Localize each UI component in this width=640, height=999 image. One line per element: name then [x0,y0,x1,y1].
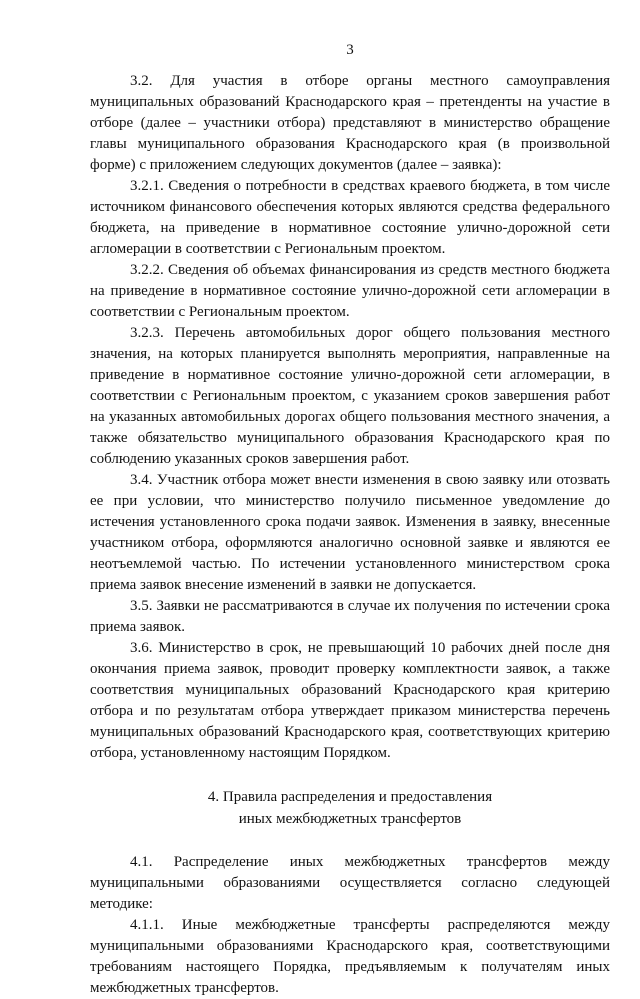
paragraph-3-2-3: 3.2.3. Перечень автомобильных дорог общего пользования местного значения, на которых планируется выполнять мероприятия, направленные на приведение в нормативное состояние улично-дорожной сети агломерации, в соответствии с Региональным проектом, с указанием сроков завершения работ на указанных автомобильных дорогах общего пользования местного значения, а также обязательство муниципального образования Краснодарского края по соблюдению указанных сроков завершения работ. [90,325,610,467]
paragraph-4-1-1: 4.1.1. Иные межбюджетные трансферты распределяются между муниципальными образованиями Краснодарского края, соответствующими требованиям настоящего Порядка, предъявляемым к получателям иных межбюджетных трансфертов. [90,917,610,996]
paragraph-4-1: 4.1. Распределение иных межбюджетных трансфертов между муниципальными образованиями осуществляется согласно следующей методике: [90,854,610,912]
paragraph-3-5: 3.5. Заявки не рассматриваются в случае их получения по истечении срока приема заявок. [90,598,610,635]
document-page [90,40,610,999]
paragraph-3-4: 3.4. Участник отбора может внести изменения в свою заявку или отозвать ее при условии, что министерство получило письменное уведомление до истечения установленного срока подачи заявок. Изменения в заявку, внесенные участником отбора, оформляются аналогично основной заявке и являются ее неотъемлемой частью. По истечении установленного министерством срока приема заявок внесение изменений в заявки не допускается. [90,472,610,593]
section-title-line-1: 4. Правила распределения и предоставления [207,789,493,805]
page-number: 3 [346,42,354,58]
paragraph-3-6: 3.6. Министерство в срок, не превышающий 10 рабочих дней после дня окончания приема заявок, проводит проверку комплектности заявок, а также соответствия муниципальных образований Краснодарского края критерию отбора и по результатам отбора утверждает приказом министерства перечень муниципальных образований Краснодарского края, соответствующих критерию отбора, установленному настоящим Порядком. [90,640,610,761]
section-title-line-2: иных межбюджетных трансфертов [238,811,462,827]
paragraph-3-2-2: 3.2.2. Сведения об объемах финансирования из средств местного бюджета на приведение в нормативное состояние улично-дорожной сети агломерации в соответствии с Региональным проектом. [90,262,610,320]
section-title [90,786,610,830]
paragraph-3-2-1: 3.2.1. Сведения о потребности в средствах краевого бюджета, в том числе источником финансового обеспечения которых являются средства федерального бюджета, на приведение в нормативное состояние улично-дорожной сети агломерации в соответствии с Региональным проектом. [90,178,610,257]
paragraph-3-2: 3.2. Для участия в отборе органы местного самоуправления муниципальных образований Краснодарского края – претенденты на участие в отборе (далее – участники отбора) представляют в министерство обращение главы муниципального образования Краснодарского края (в произвольной форме) с приложением следующих документов (далее – заявка): [90,73,610,173]
